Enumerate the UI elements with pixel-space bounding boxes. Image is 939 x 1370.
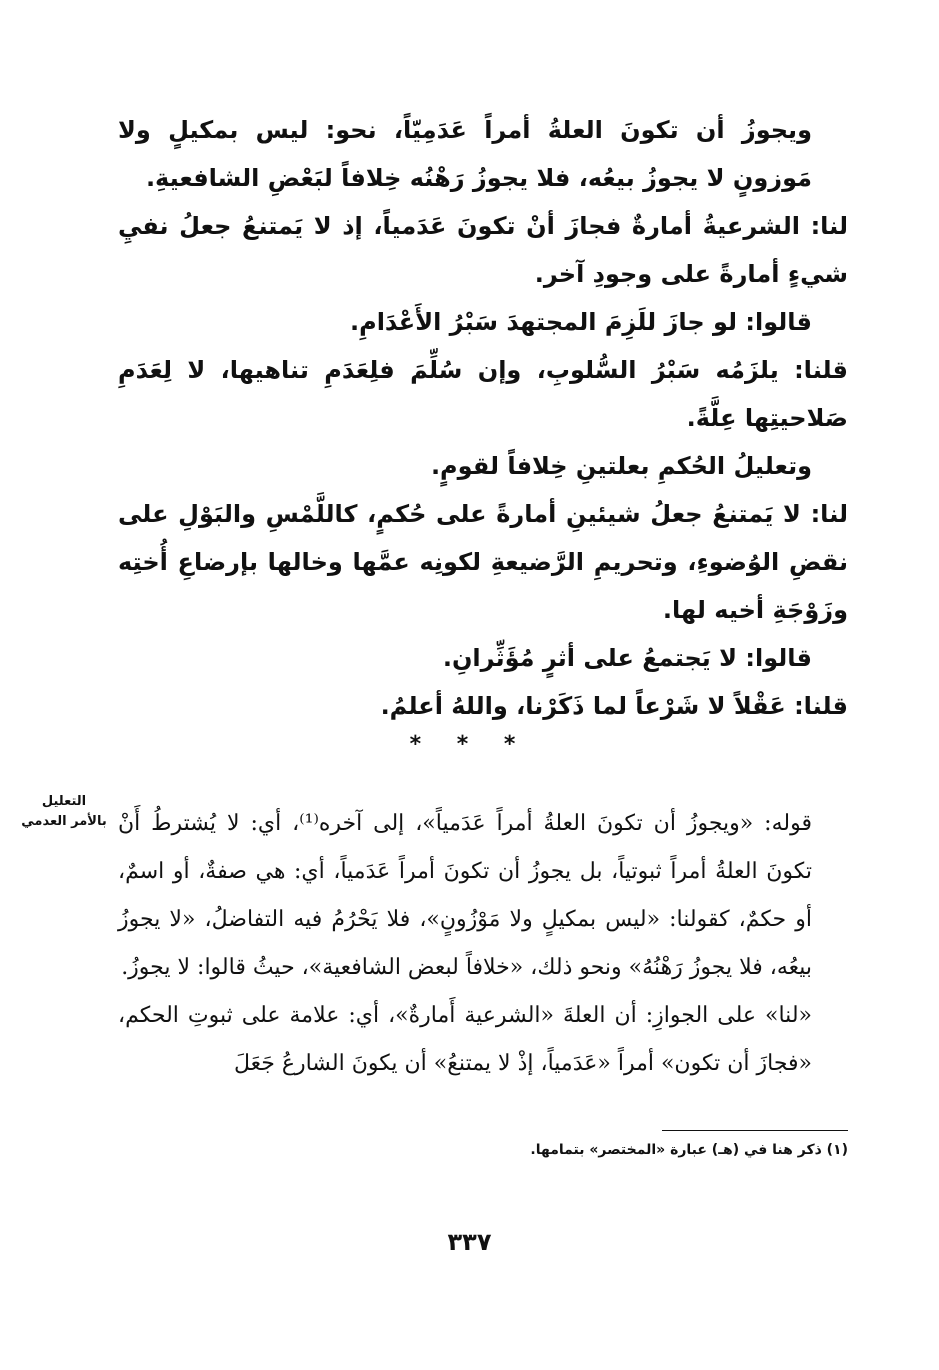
matn-paragraph: ويجوزُ أن تكونَ العلةُ أمراً عَدَمِيّاً، نحو: ليس بمكيلٍ ولا مَوزونٍ لا يجوزُ بيعُه، فلا يجوزُ رَهْنُه خِلافاً لبَعْضِ الشافعيةِ. (118, 116, 812, 192)
matn-paragraph: قالوا: لو جازَ للَزِمَ المجتهدَ سَبْرُ الأَعْدَامِ. (350, 308, 812, 336)
margin-heading (14, 792, 114, 832)
matn-paragraph: قلنا: يلزَمُه سَبْرُ السُّلوبِ، وإن سُلِّمَ فلِعَدَمِ تناهيها، لا لِعَدَمِ صَلاحيتِها عِلَّةً. (118, 356, 848, 432)
footnote: (١) ذكر هنا في (هـ) عبارة «المختصر» بتمامها. (530, 1142, 848, 1158)
section-separator: * * * (409, 732, 530, 757)
commentary-paragraph: «لنا» على الجوازِ: أن العلةَ «الشرعية أَمارةٌ»، أي: علامة على ثبوتِ الحكم، «فجازَ أن تكون» أمراً «عَدَمياً، إذْ لا يمتنعُ» أن يكونَ الشارعُ جَعَلَ (118, 1003, 812, 1076)
matn-paragraph: وتعليلُ الحُكمِ بعلتينِ خِلافاً لقومٍ. (430, 452, 812, 480)
commentary-text (118, 800, 848, 1088)
margin-heading-line: بالأمر العدمي (21, 814, 107, 829)
footnote-divider (662, 1130, 848, 1131)
matn-paragraph: قلنا: عَقْلاً لا شَرْعاً لما ذَكَرْنا، واللهُ أعلمُ. (380, 692, 848, 720)
matn-paragraph: لنا: لا يَمتنعُ جعلُ شيئينِ أمارةً على حُكمٍ، كاللَّمْسِ والبَوْلِ على نقضِ الوُضوءِ، وتحريمِ الرَّضيعةِ لكونِه عمَّها وخالها بإرضاعِ أُختِه وزَوْجَةِ أخيه لها. (118, 500, 848, 624)
matn-paragraph: قالوا: لا يَجتمعُ على أثرٍ مُؤَثِّرانِ. (442, 644, 812, 672)
matn-paragraph: لنا: الشرعيةُ أمارةٌ فجازَ أنْ تكونَ عَدَمياً، إذ لا يَمتنعُ جعلُ نفيِ شيءٍ أمارةً على وجودِ آخر. (118, 212, 848, 288)
main-text (118, 106, 848, 730)
page-number: ٣٣٧ (447, 1228, 492, 1256)
margin-heading-line: التعليل (41, 794, 87, 809)
commentary-paragraph: قوله: «ويجوزُ أن تكونَ العلةُ أمراً عَدَمياً»، إلى آخره⁽¹⁾، أي: لا يُشترطُ أَنْ تكونَ العلةُ أمراً ثبوتياً، بل يجوزُ أن تكونَ أمراً عَدَمياً، أي: هي صفةٌ، أو اسمٌ، أو حكمٌ، كقولنا: «ليس بمكيلٍ ولا مَوْزُونٍ»، فلا يَحْرُمُ فيه التفاضلُ، «لا يجوزُ بيعُه، فلا يجوزُ رَهْنُهُ» ونحو ذلك، «خلافاً لبعض الشافعية»، حيثُ قالوا: لا يجوزُ. (118, 811, 812, 980)
